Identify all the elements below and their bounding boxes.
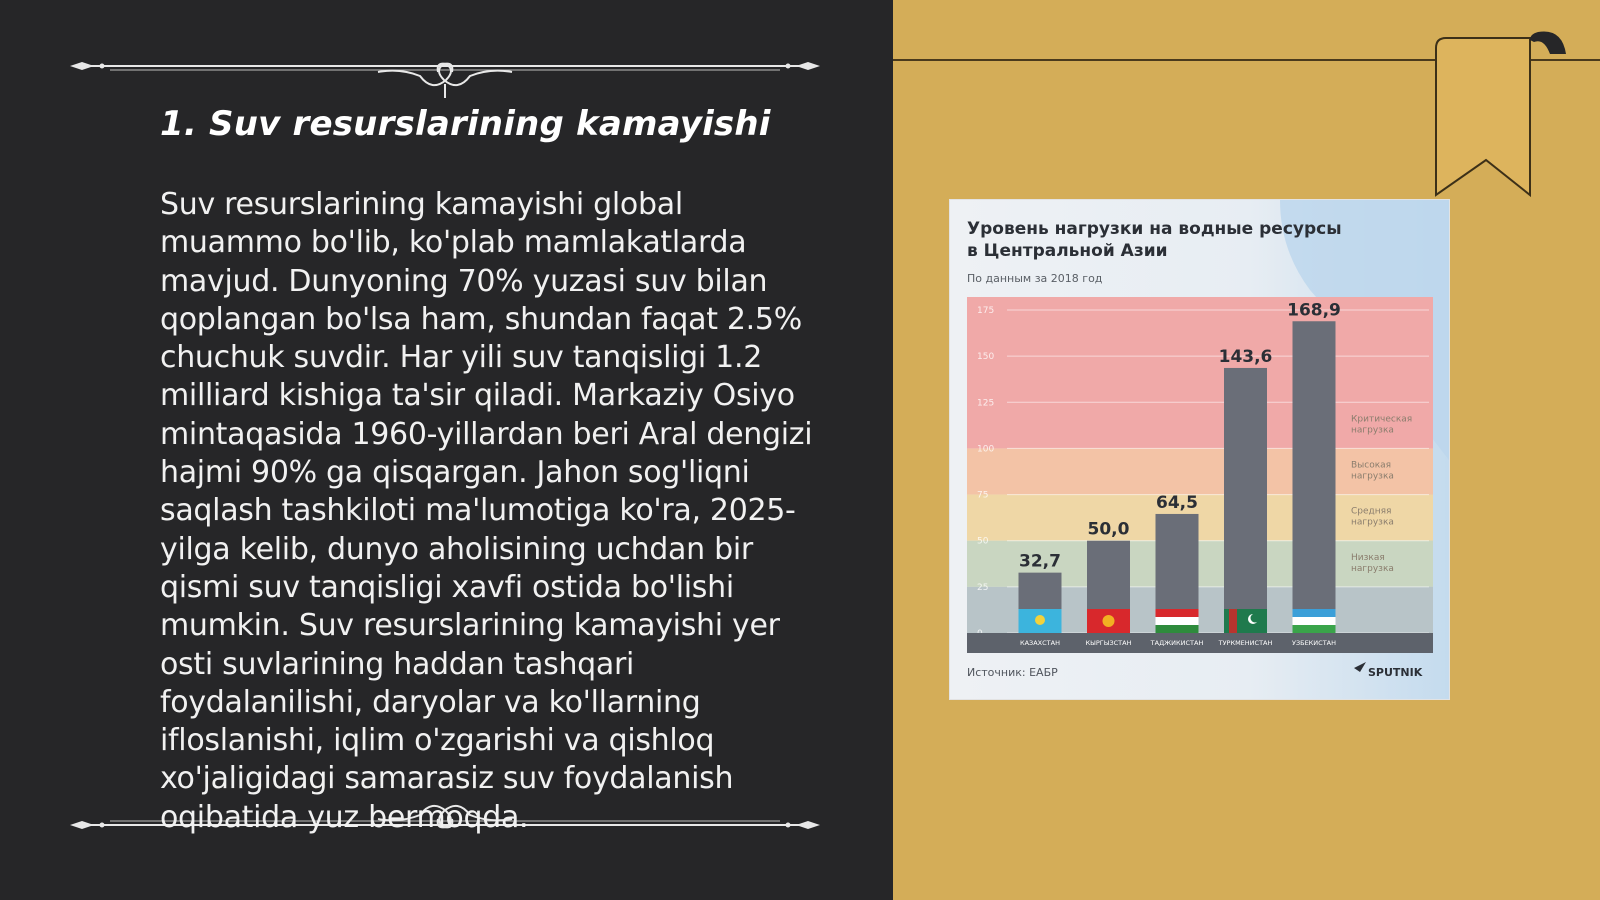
- zone-label: нагрузка: [1351, 425, 1394, 436]
- y-tick-label: 175: [977, 306, 995, 316]
- flag-sun-icon: [1103, 615, 1115, 627]
- zone-label: Низкая: [1351, 552, 1385, 563]
- chart-title-line1: Уровень нагрузки на водные ресурсы: [967, 219, 1342, 239]
- flag-sun-icon: [1035, 615, 1045, 625]
- chart-source: Источник: ЕАБР: [967, 666, 1058, 679]
- x-tick-label: ТАДЖИКИСТАН: [1150, 639, 1204, 647]
- bar-value-label: 32,7: [1019, 551, 1061, 572]
- plot-area: [967, 297, 1433, 653]
- bar-value-label: 168,9: [1287, 300, 1341, 321]
- slide-title: 1. Suv resurslarining kamayishi: [160, 104, 771, 144]
- y-tick-label: 150: [977, 352, 995, 363]
- y-tick-label: 75: [977, 490, 989, 501]
- flag-stripe: [1293, 625, 1336, 633]
- y-tick-label: 100: [977, 444, 995, 455]
- zone-label: Средняя: [1351, 506, 1392, 517]
- water-stress-infographic: [950, 200, 1449, 699]
- x-tick-label: КАЗАХСТАН: [1020, 639, 1060, 647]
- zone-label: нагрузка: [1351, 471, 1394, 482]
- flag-tajikistan-icon: [1156, 609, 1199, 617]
- y-tick-label: 125: [977, 398, 995, 409]
- chart-brand: SPUTNIK: [1368, 666, 1423, 679]
- zone-label: Высокая: [1351, 460, 1392, 471]
- zone-label: Критическая: [1351, 414, 1413, 425]
- x-tick-label: КЫРГЫЗСТАН: [1085, 639, 1132, 647]
- bar-value-label: 50,0: [1087, 519, 1130, 540]
- flag-crescent-cut: [1251, 614, 1260, 623]
- flag-stripe: [1293, 617, 1336, 625]
- x-tick-label: УЗБЕКИСТАН: [1291, 639, 1337, 647]
- bar-value-label: 64,5: [1156, 492, 1198, 513]
- flag-stripe: [1156, 617, 1199, 625]
- y-tick-label: 25: [977, 582, 989, 593]
- chart-svg: [950, 200, 1449, 699]
- flag-uzbekistan-icon: [1293, 609, 1336, 617]
- slide-body-text: Suv resurslarining kamayishi global muammo bo'lib, ko'plab mamlakatlarda mavjud. Dunyoning 70% yuzasi suv bilan qoplangan bo'lsa ham, shundan faqat 2.5% chuchuk suvdir. Har yili suv tanqisligi 1.2 milliard kishiga ta'sir qiladi. Markaziy Osiyo mintaqasida 1960-yillardan beri Aral dengizi hajmi 90% ga qisqargan. Jahon sog'liqni saqlash tashkiloti ma'lumotiga ko'ra, 2025-yilga kelib, dunyo aholisining uchdan bir qismi suv tanqisligi xavfi ostida bo'lishi mumkin. Suv resurslarining kamayishi yer osti suvlarining haddan tashqari foydalanilishi, daryolar va ko'llarning ifloslanishi, iqlim o'zgarishi va qishloq xo'jaligidagi samarasiz suv foydalanish oqibatida yuz bermoqda.: [160, 187, 813, 835]
- flag-stripe: [1156, 625, 1199, 633]
- ornament-top: [60, 40, 830, 100]
- bar: [1293, 321, 1336, 633]
- bar: [1224, 368, 1267, 633]
- zone-label: нагрузка: [1351, 517, 1394, 528]
- x-tick-label: ТУРКМЕНИСТАН: [1218, 639, 1273, 647]
- bookmark-decoration: [1434, 30, 1594, 200]
- chart-title-line2: в Центральной Азии: [967, 241, 1168, 261]
- zone-label: нагрузка: [1351, 563, 1394, 574]
- flag-stripe: [1229, 609, 1237, 633]
- chart-subtitle: По данным за 2018 год: [967, 272, 1103, 285]
- bar-value-label: 143,6: [1218, 346, 1273, 367]
- y-tick-label: 50: [977, 536, 989, 547]
